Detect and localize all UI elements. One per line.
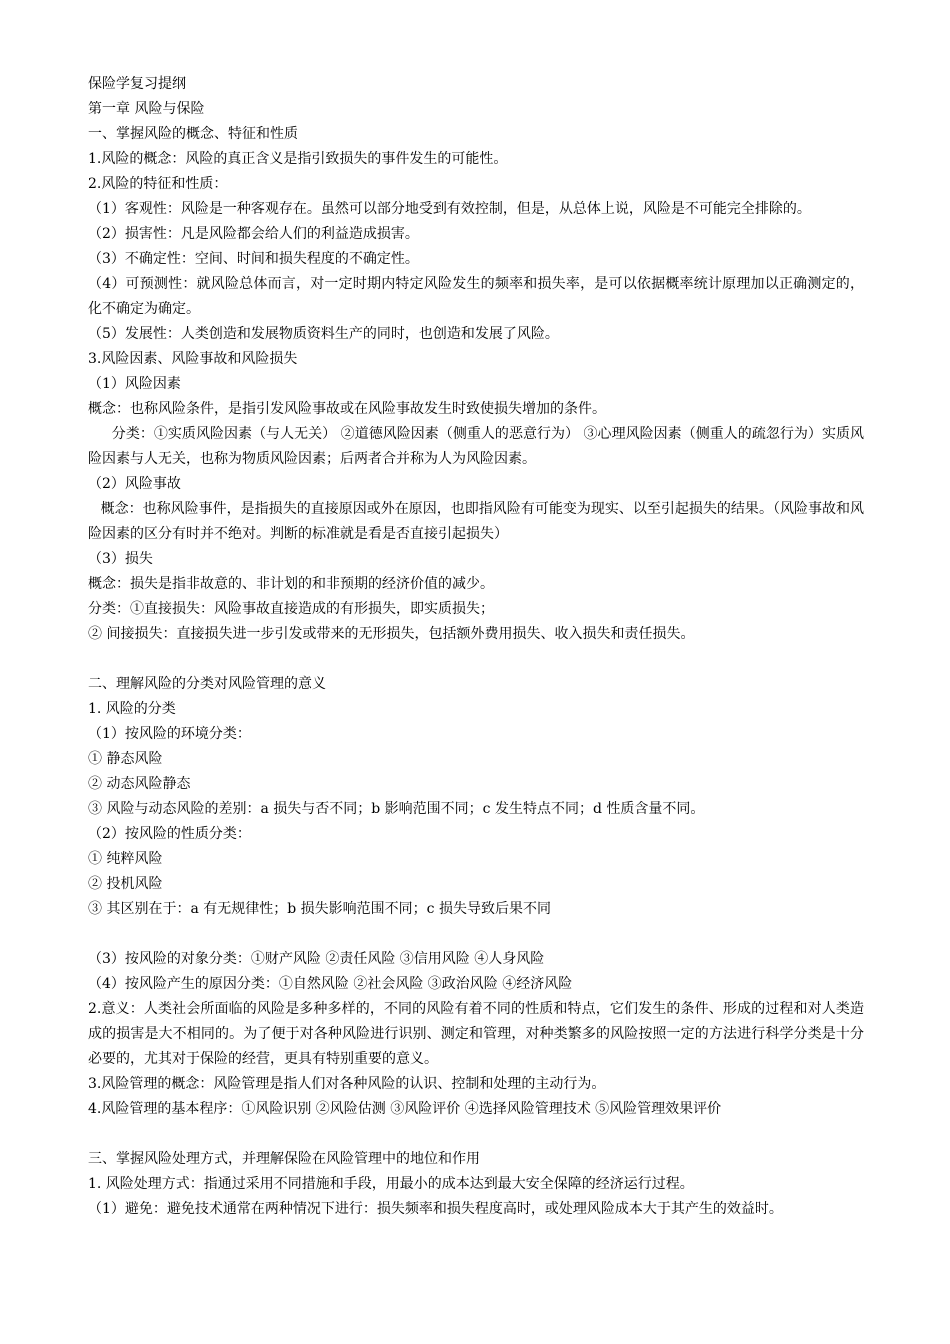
- text-line: （4）可预测性：就风险总体而言，对一定时期内特定风险发生的频率和损失率，是可以依据概率统计原理加以正确测定的， 化不确定为确定。: [88, 276, 864, 317]
- text-line: ② 间接损失：直接损失进一步引发或带来的无形损失，包括额外费用损失、收入损失和责任损失。: [88, 626, 695, 642]
- text-line: 2.风险的特征和性质：: [88, 176, 228, 192]
- blank-line: [88, 647, 864, 672]
- text-line: ① 静态风险: [88, 751, 163, 767]
- text-line: ③ 其区别在于：a 有无规律性；b 损失影响范围不同；c 损失导致后果不同: [88, 901, 551, 917]
- text-line: （3）不确定性：空间、时间和损失程度的不确定性。: [88, 251, 419, 267]
- text-line: 三、掌握风险处理方式，并理解保险在风险管理中的地位和作用: [88, 1151, 480, 1167]
- text-line: 2.意义：人类社会所面临的风险是多种多样的，不同的风险有着不同的性质和特点，它们发生的条件、形成的过程和对人类造成的损害是大不相同的。为了便于对各种风险进行识别、测定和管理，对种类繁多的风险按照一定的方法进行科学分类是十分必要的，尤其对于保险的经营，更具有特别重要的意义。: [88, 1001, 864, 1067]
- text-line: （1）客观性：风险是一种客观存在。虽然可以部分地受到有效控制，但是，从总体上说，风险是不可能完全排除的。: [88, 201, 811, 217]
- text-line: （1）避免：避免技术通常在两种情况下进行：损失频率和损失程度高时，或处理风险成本大于其产生的效益时。: [88, 1201, 783, 1217]
- text-line: ② 投机风险: [88, 876, 163, 892]
- text-line: （1）风险因素: [88, 376, 181, 392]
- text-line: （2）风险事故: [88, 476, 181, 492]
- text-line: 一、掌握风险的概念、特征和性质: [88, 126, 298, 142]
- text-line: （3）损失: [88, 551, 153, 567]
- text-line: 1. 风险的分类: [88, 701, 176, 717]
- text-line: 1. 风险处理方式：指通过采用不同措施和手段，用最小的成本达到最大安全保障的经济运行过程。: [88, 1176, 694, 1192]
- text-line: 保险学复习提纲: [88, 76, 186, 92]
- text-line: 概念：也称风险条件，是指引发风险事故或在风险事故发生时致使损失增加的条件。: [88, 401, 606, 417]
- text-line: 3.风险管理的概念：风险管理是指人们对各种风险的认识、控制和处理的主动行为。: [88, 1076, 606, 1092]
- text-line: （2）损害性：凡是风险都会给人们的利益造成损害。: [88, 226, 419, 242]
- text-line: 概念：也称风险事件，是指损失的直接原因或外在原因，也即指风险有可能变为现实、以至引起损失的结果。（风险事故和风险因素的区分有时并不绝对。判断的标准就是看是否直接引起损失）: [88, 501, 864, 542]
- document-body: [88, 72, 864, 1222]
- text-line: （3）按风险的对象分类：①财产风险 ②责任风险 ③信用风险 ④人身风险: [88, 951, 545, 967]
- text-line: 分类：①实质风险因素（与人无关） ②道德风险因素（侧重人的恶意行为） ③心理风险因素（侧重人的疏忽行为）实质风险因素与人无关，也称为物质风险因素；后两者合并称为人为风险因素。: [88, 426, 864, 467]
- text-line: 概念：损失是指非故意的、非计划的和非预期的经济价值的减少。: [88, 576, 494, 592]
- blank-line: [88, 1122, 864, 1147]
- text-line: ① 纯粹风险: [88, 851, 163, 867]
- blank-line: [88, 922, 864, 947]
- text-line: （5）发展性：人类创造和发展物质资料生产的同时，也创造和发展了风险。: [88, 326, 559, 342]
- text-line: ② 动态风险静态: [88, 776, 191, 792]
- text-line: 3.风险因素、风险事故和风险损失: [88, 351, 298, 367]
- text-line: （1）按风险的环境分类：: [88, 726, 251, 742]
- text-line: （4）按风险产生的原因分类：①自然风险 ②社会风险 ③政治风险 ④经济风险: [88, 976, 573, 992]
- text-line: 二、理解风险的分类对风险管理的意义: [88, 676, 326, 692]
- text-line: ③ 风险与动态风险的差别：a 损失与否不同；b 影响范围不同；c 发生特点不同；d 性质含量不同。: [88, 801, 705, 817]
- text-line: 1.风险的概念：风险的真正含义是指引致损失的事件发生的可能性。: [88, 151, 508, 167]
- text-line: 分类：①直接损失：风险事故直接造成的有形损失，即实质损失；: [88, 601, 494, 617]
- text-line: 第一章 风险与保险: [88, 101, 205, 117]
- text-line: （2）按风险的性质分类：: [88, 826, 251, 842]
- text-line: 4.风险管理的基本程序：①风险识别 ②风险估测 ③风险评价 ④选择风险管理技术 ⑤风险管理效果评价: [88, 1101, 722, 1117]
